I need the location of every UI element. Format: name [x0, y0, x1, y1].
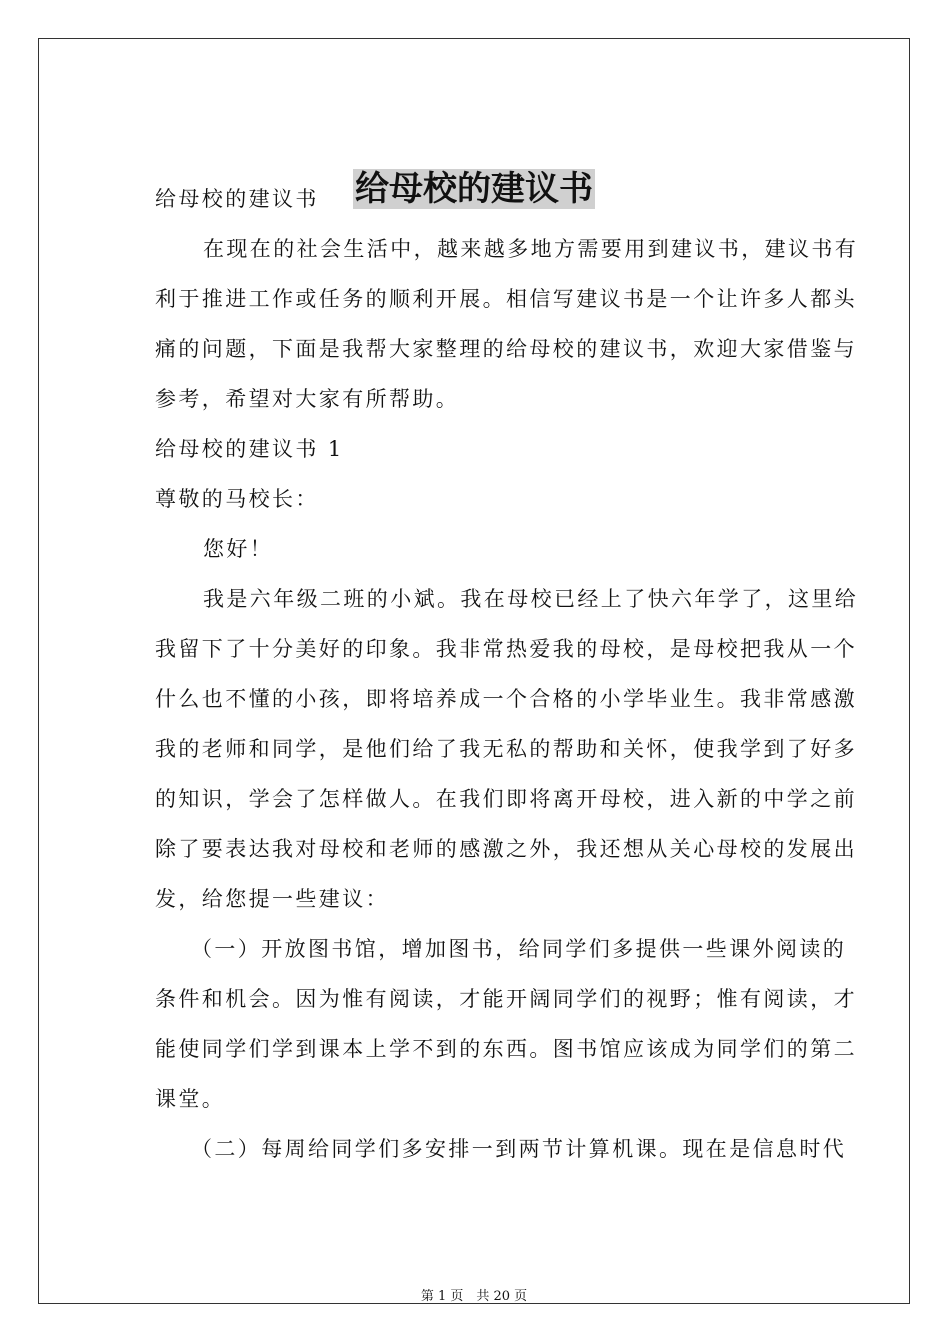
paragraph-line: 除了要表达我对母校和老师的感激之外，我还想从关心母校的发展出	[155, 837, 857, 861]
paragraph-line: 什么也不懂的小孩，即将培养成一个合格的小学毕业生。我非常感激	[155, 687, 857, 711]
paragraph-line: 利于推进工作或任务的顺利开展。相信写建议书是一个让许多人都头	[155, 287, 857, 311]
paragraph-line: 痛的问题，下面是我帮大家整理的给母校的建议书，欢迎大家借鉴与	[155, 337, 857, 361]
paragraph-line: 发，给您提一些建议：	[155, 887, 389, 911]
paragraph-line: 能使同学们学到课本上学不到的东西。图书馆应该成为同学们的第二	[155, 1037, 857, 1061]
paragraph-line: （一）开放图书馆，增加图书，给同学们多提供一些课外阅读的	[191, 937, 847, 961]
document-title: 给母校的建议书	[355, 169, 593, 209]
section-heading: 给母校的建议书 1	[155, 437, 344, 461]
paragraph-line: 参考，希望对大家有所帮助。	[155, 387, 460, 411]
paragraph-line: 我留下了十分美好的印象。我非常热爱我的母校，是母校把我从一个	[155, 637, 857, 661]
paragraph-line: 我是六年级二班的小斌。我在母校已经上了快六年学了，这里给	[203, 587, 859, 611]
paragraph-line: （二）每周给同学们多安排一到两节计算机课。现在是信息时代	[191, 1137, 847, 1161]
greeting-line: 您好！	[203, 537, 274, 561]
paragraph-line: 条件和机会。因为惟有阅读，才能开阔同学们的视野；惟有阅读，才	[155, 987, 857, 1011]
paragraph-line: 我的老师和同学，是他们给了我无私的帮助和关怀，使我学到了好多	[155, 737, 857, 761]
subtitle-line: 给母校的建议书	[155, 187, 319, 211]
paragraph-line: 课堂。	[155, 1087, 226, 1111]
document-page	[38, 38, 910, 1304]
paragraph-line: 的知识，学会了怎样做人。在我们即将离开母校，进入新的中学之前	[155, 787, 857, 811]
page-footer: 第 1 页 共 20 页	[420, 1289, 528, 1304]
paragraph-line: 在现在的社会生活中，越来越多地方需要用到建议书，建议书有	[203, 237, 859, 261]
salutation-line: 尊敬的马校长：	[155, 487, 319, 511]
